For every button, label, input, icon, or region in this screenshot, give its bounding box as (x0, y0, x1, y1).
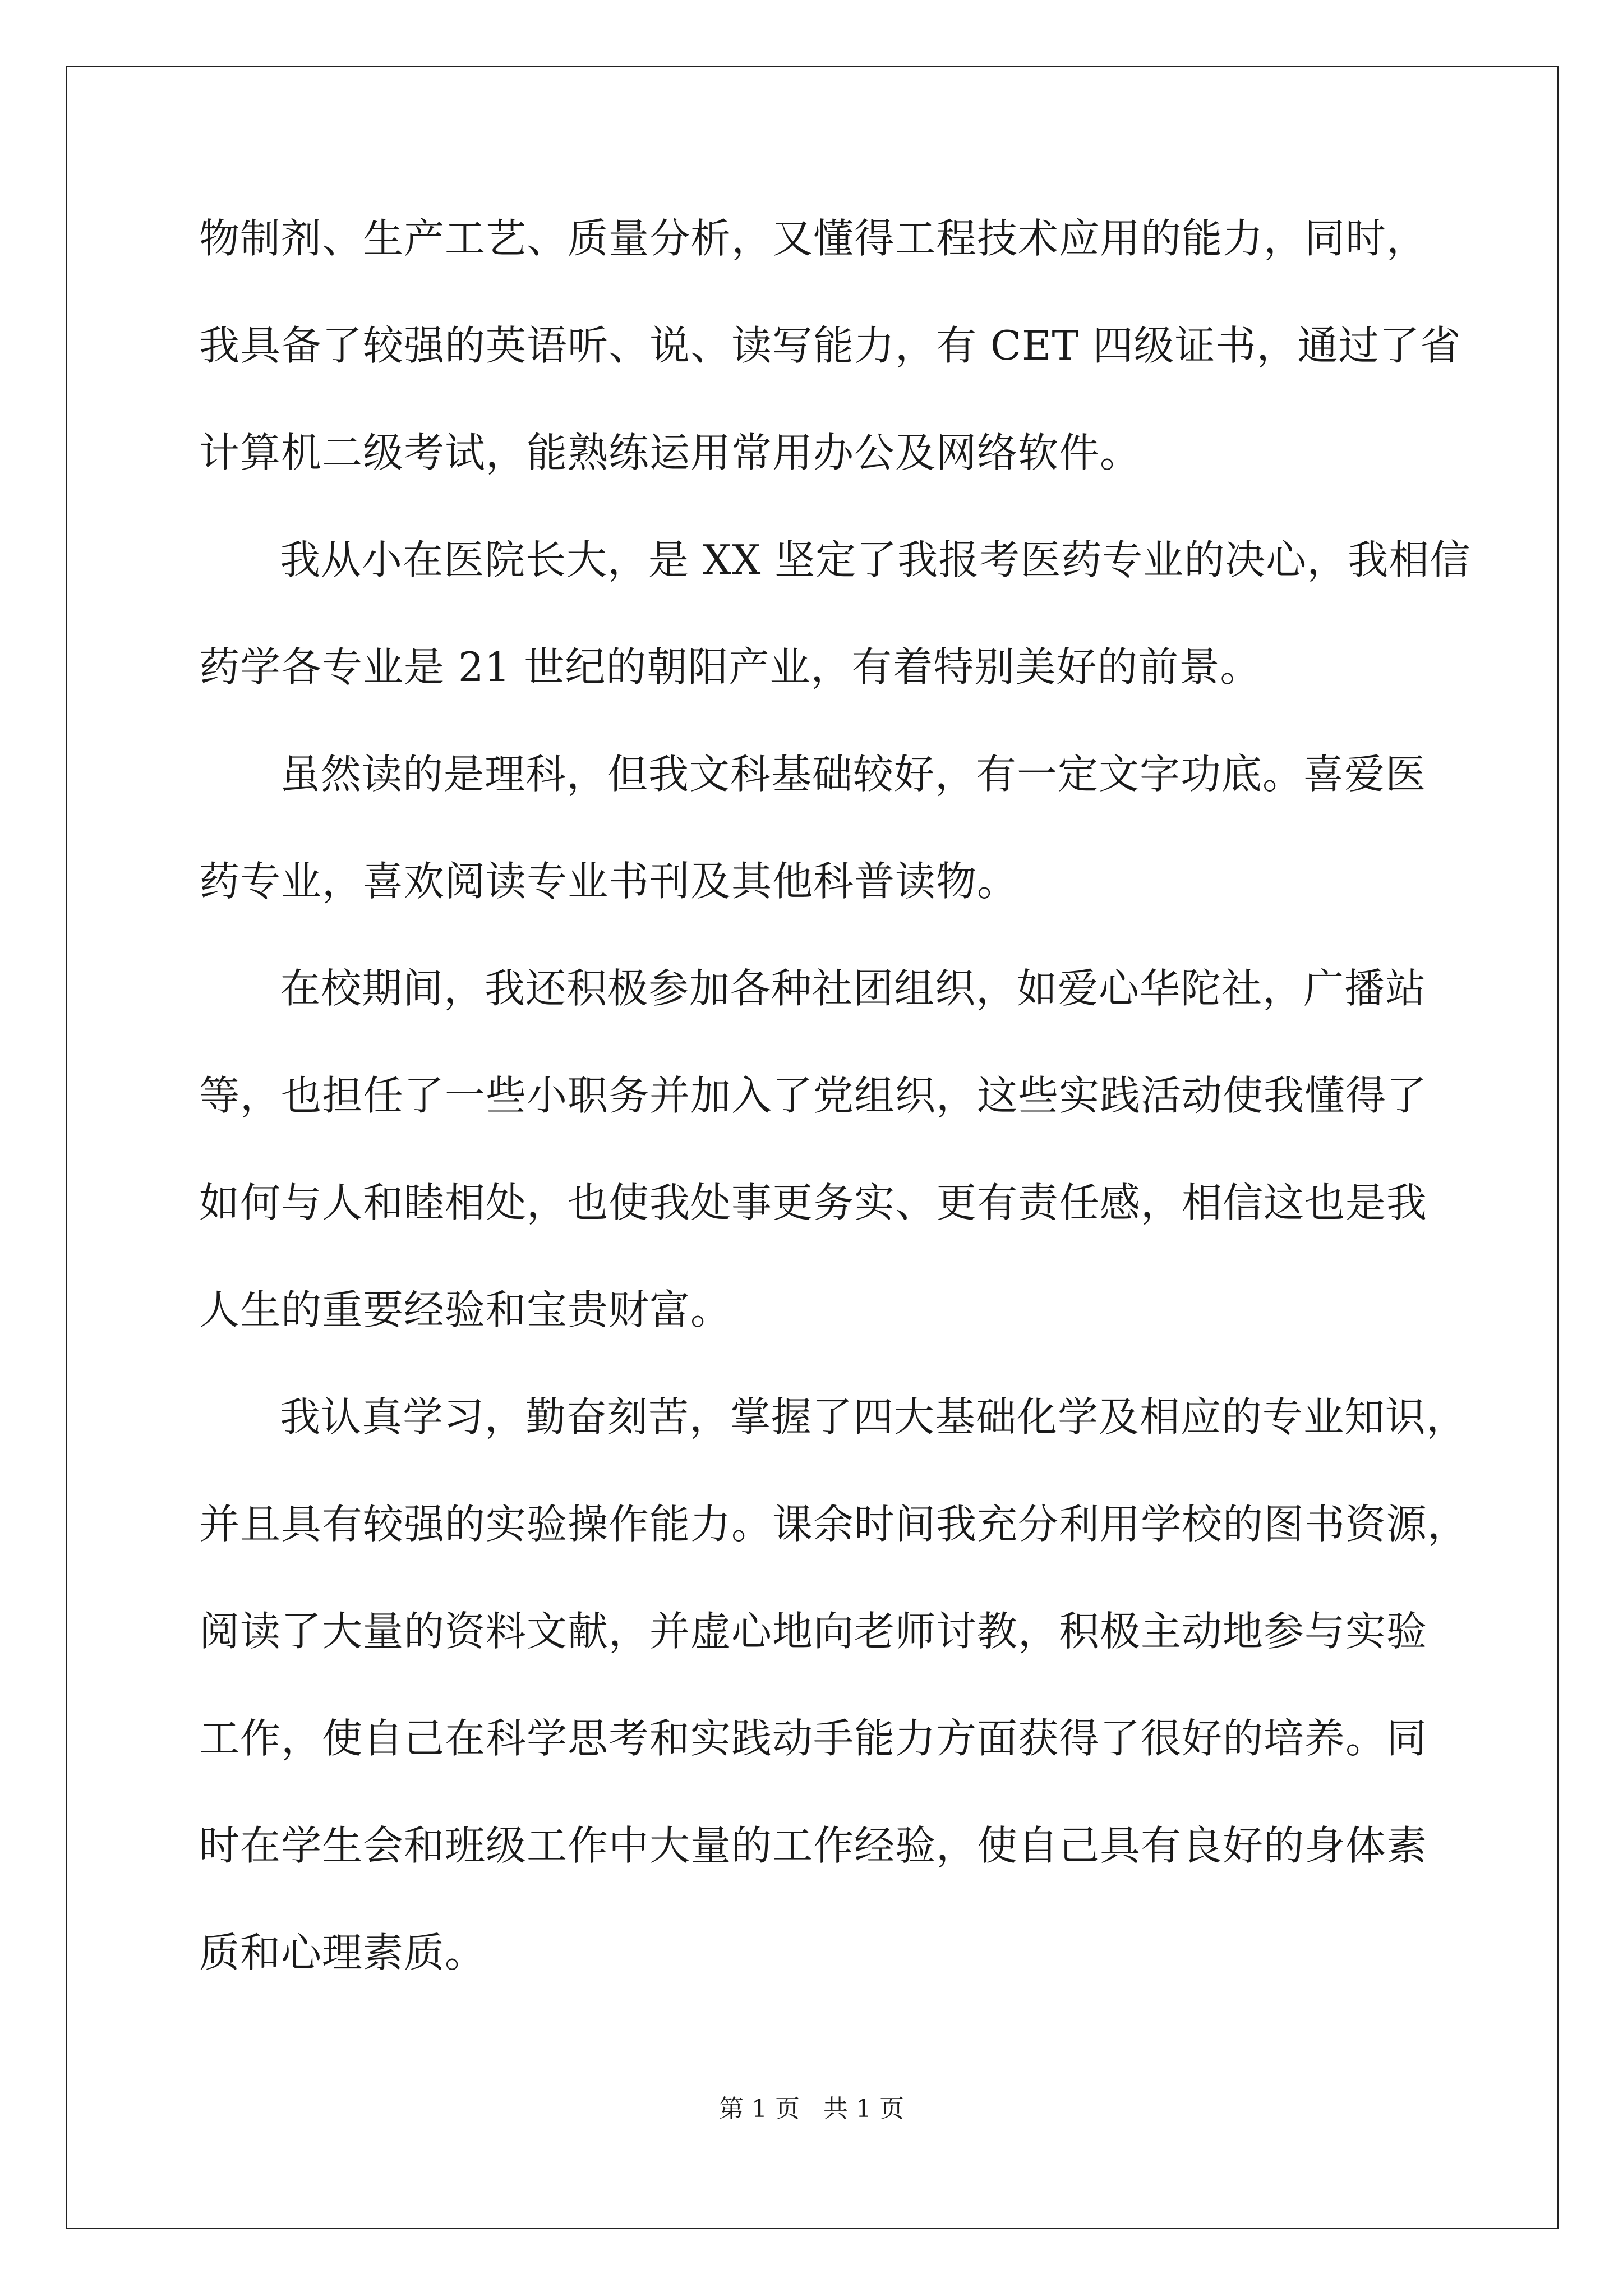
text-line: 工作，使自己在科学思考和实践动手能力方面获得了很好的培养。同 (199, 1715, 1428, 1762)
text-line: 并且具有较强的实验操作能力。课余时间我充分利用学校的图书资源， (199, 1501, 1469, 1548)
text-line: 物制剂、生产工艺、质量分析，又懂得工程技术应用的能力，同时， (199, 215, 1428, 262)
text-line: 我认真学习，勤奋刻苦，掌握了四大基础化学及相应的专业知识， (280, 1393, 1468, 1441)
text-line: 阅读了大量的资料文献，并虚心地向老师讨教，积极主动地参与实验 (199, 1608, 1428, 1655)
text-line: 计算机二级考试，能熟练运用常用办公及网络软件。 (199, 429, 1141, 476)
text-line: 虽然读的是理科，但我文科基础较好，有一定文字功底。喜爱医 (280, 751, 1427, 798)
text-line: 等，也担任了一些小职务并加入了党组织，这些实践活动使我懂得了 (199, 1072, 1428, 1119)
text-line: 我从小在医院长大，是 XX 坚定了我报考医药专业的决心，我相信 (280, 536, 1471, 583)
text-line: 质和心理素质。 (199, 1929, 486, 1976)
text-line: 如何与人和睦相处，也使我处事更务实、更有责任感，相信这也是我 (199, 1179, 1428, 1226)
text-line: 我具备了较强的英语听、说、读写能力，有 CET 四级证书，通过了省 (199, 322, 1461, 369)
text-line: 人生的重要经验和宝贵财富。 (199, 1286, 732, 1333)
text-line: 在校期间，我还积极参加各种社团组织，如爱心华陀社，广播站 (280, 965, 1427, 1012)
page-number: 第 1 页 共 1 页 (719, 2095, 904, 2123)
document-body (199, 185, 1471, 2007)
text-line: 药专业，喜欢阅读专业书刊及其他科普读物。 (199, 858, 1018, 905)
text-line: 时在学生会和班级工作中大量的工作经验，使自己具有良好的身体素 (199, 1822, 1428, 1869)
text-line: 药学各专业是 21 世纪的朝阳产业，有着特别美好的前景。 (199, 643, 1261, 691)
